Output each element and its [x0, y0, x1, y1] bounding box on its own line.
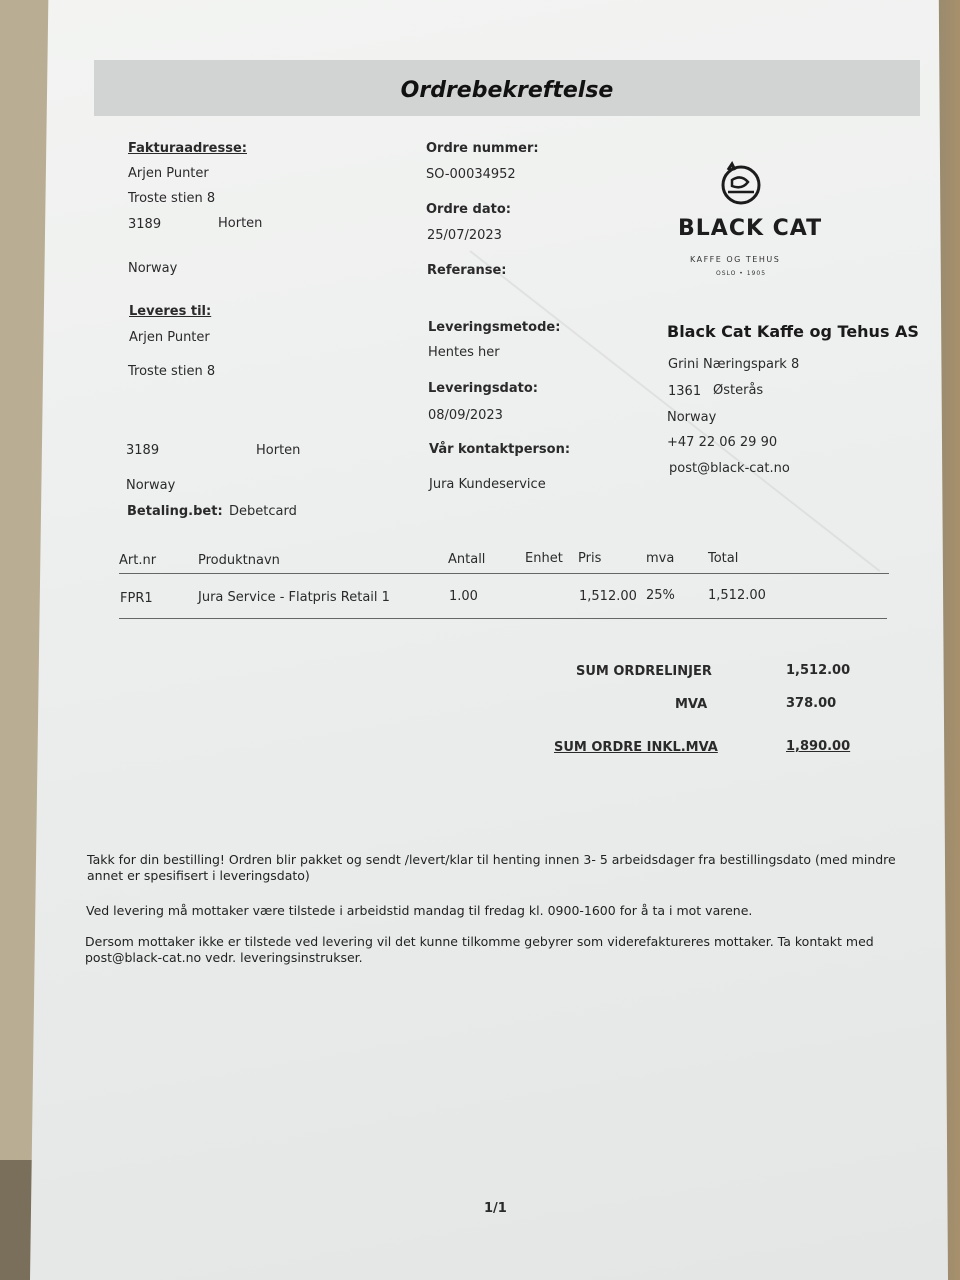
company-zip: 1361 — [668, 384, 702, 399]
company-street: Grini Næringspark 8 — [668, 357, 800, 372]
delivery-date-label: Leveringsdato: — [428, 381, 538, 396]
brand-name: BLACK CAT — [678, 216, 823, 241]
col-header-qty: Antall — [448, 552, 486, 567]
delivery-zip: 3189 — [126, 443, 160, 458]
col-header-unit: Enhet — [525, 551, 563, 566]
company-city: Østerås — [713, 383, 764, 398]
note-1-line-1: Takk for din bestilling! Ordren blir pakket og sendt /levert/klar til henting innen 3- 5 arbeidsdager fra bestillingsdato (med mindre — [87, 852, 896, 867]
brand-tagline: KAFFE OG TEHUS — [690, 255, 781, 264]
col-header-total: Total — [708, 551, 739, 566]
title-banner — [94, 60, 920, 116]
vat-label: MVA — [675, 697, 708, 712]
black-cat-cup-logo-icon — [718, 160, 764, 206]
vat-value: 378.00 — [786, 696, 837, 711]
payment-label: Betaling.bet: — [127, 504, 223, 519]
col-header-vat: mva — [646, 551, 675, 566]
billing-street: Troste stien 8 — [128, 191, 216, 206]
col-header-product: Produktnavn — [198, 553, 280, 568]
row-product-name: Jura Service - Flatpris Retail 1 — [198, 590, 390, 605]
billing-zip: 3189 — [128, 217, 162, 232]
row-price: 1,512.00 — [579, 589, 637, 604]
note-3-line-2: post@black-cat.no vedr. leveringsinstrukser. — [85, 950, 363, 965]
billing-city: Horten — [218, 216, 263, 231]
order-date-label: Ordre dato: — [426, 202, 511, 217]
page-number: 1/1 — [484, 1201, 507, 1216]
delivery-method: Hentes her — [428, 345, 500, 360]
note-paragraph-3 — [85, 934, 915, 966]
note-1-line-2: annet er spesifisert i leveringsdato) — [87, 868, 310, 883]
delivery-country: Norway — [126, 478, 176, 493]
contact-label: Vår kontaktperson: — [429, 442, 571, 457]
company-phone: +47 22 06 29 90 — [667, 435, 778, 450]
order-number-label: Ordre nummer: — [426, 141, 539, 156]
company-name: Black Cat Kaffe og Tehus AS — [667, 322, 919, 341]
sum-lines-value: 1,512.00 — [786, 663, 851, 678]
company-country: Norway — [667, 410, 717, 425]
delivery-label: Leveres til: — [129, 304, 212, 319]
order-date: 25/07/2023 — [427, 228, 502, 243]
note-3-line-1: Dersom mottaker ikke er tilstede ved levering vil det kunne tilkomme gebyrer som viderefaktureres mottaker. Ta kontakt med — [85, 934, 874, 949]
grand-total-value: 1,890.00 — [786, 739, 851, 754]
contact-person: Jura Kundeservice — [429, 477, 546, 492]
billing-label: Fakturaadresse: — [128, 141, 247, 156]
note-paragraph-1 — [87, 852, 917, 884]
note-paragraph-2: Ved levering må mottaker være tilstede i arbeidstid mandag til fredag kl. 0900-1600 for å ta i mot varene. — [86, 903, 753, 918]
order-number: SO-00034952 — [426, 167, 516, 182]
delivery-method-label: Leveringsmetode: — [428, 320, 561, 335]
row-artnr: FPR1 — [120, 591, 153, 606]
sum-lines-label: SUM ORDRELINJER — [576, 664, 712, 679]
grand-total-label: SUM ORDRE INKL.MVA — [554, 740, 718, 755]
brand-city: OSLO • 1905 — [716, 270, 767, 277]
delivery-street: Troste stien 8 — [128, 364, 216, 379]
delivery-name: Arjen Punter — [129, 330, 210, 345]
row-vat: 25% — [646, 588, 675, 603]
billing-country: Norway — [128, 261, 178, 276]
row-qty: 1.00 — [449, 589, 478, 604]
col-header-artnr: Art.nr — [119, 553, 157, 568]
table-bottom-rule — [119, 618, 887, 619]
delivery-date: 08/09/2023 — [428, 408, 503, 423]
row-total: 1,512.00 — [708, 588, 766, 603]
delivery-city: Horten — [256, 443, 301, 458]
payment-value: Debetcard — [229, 504, 297, 519]
page-title: Ordrebekreftelse — [400, 78, 614, 103]
reference-label: Referanse: — [427, 263, 507, 278]
table-header-rule — [119, 573, 889, 574]
billing-name: Arjen Punter — [128, 166, 209, 181]
col-header-price: Pris — [578, 551, 602, 566]
company-email: post@black-cat.no — [669, 461, 790, 476]
